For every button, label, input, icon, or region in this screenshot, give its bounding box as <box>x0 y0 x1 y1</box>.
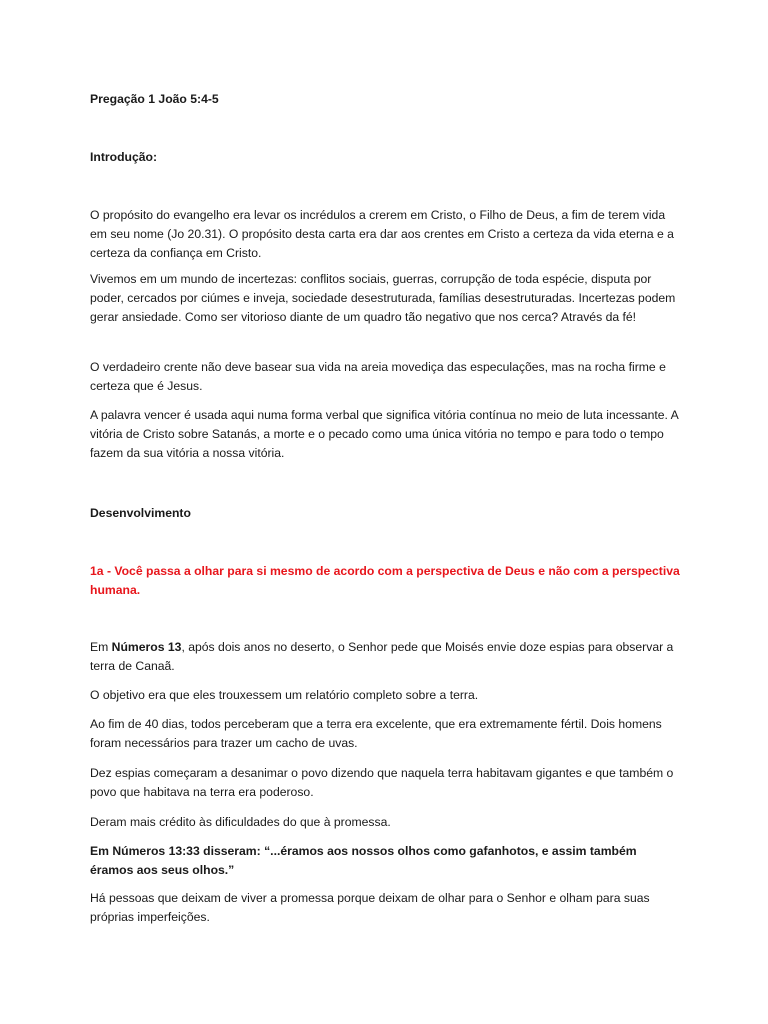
point-1-heading: 1a - Você passa a olhar para si mesmo de acordo com a perspectiva de Deus e não com a perspectiva humana. <box>90 564 680 597</box>
intro-heading: Introdução: <box>90 150 158 164</box>
document-title: Pregação 1 João 5:4-5 <box>90 92 219 106</box>
intro-paragraph-3: O verdadeiro crente não deve basear sua vida na areia movediça das especulações, mas na rocha firme e certeza que é Jesus. <box>90 360 666 393</box>
dev-paragraph-4: Deram mais crédito às dificuldades do que à promessa. <box>90 815 391 829</box>
final-paragraph: Há pessoas que deixam de viver a promessa porque deixam de olhar para o Senhor e olham para suas próprias imperfeições. <box>90 891 650 924</box>
numeros-paragraph <box>90 638 682 676</box>
dev-paragraph-2: Ao fim de 40 dias, todos perceberam que a terra era excelente, que era extremamente fértil. Dois homens foram necessários para trazer um cacho de uvas. <box>90 717 662 750</box>
dev-paragraph-3: Dez espias começaram a desanimar o povo dizendo que naquela terra habitavam gigantes e que também o povo que habitava na terra era poderoso. <box>90 766 674 799</box>
intro-paragraph-4: A palavra vencer é usada aqui numa forma verbal que significa vitória contínua no meio de luta incessante. A vitória de Cristo sobre Satanás, a morte e o pecado como uma única vitória no tempo e para todo o tempo fazem da sua vitória a nossa vitória. <box>90 408 679 460</box>
dev-paragraph-1: O objetivo era que eles trouxessem um relatório completo sobre a terra. <box>90 688 479 702</box>
intro-paragraph-1: O propósito do evangelho era levar os incrédulos a crerem em Cristo, o Filho de Deus, a fim de terem vida em seu nome (Jo 20.31). O propósito desta carta era dar aos crentes em Cristo a certeza da vida eterna e a certeza da confiança em Cristo. <box>90 208 674 260</box>
development-heading: Desenvolvimento <box>90 506 191 520</box>
numeros-reference: Números 13 <box>111 640 182 654</box>
numeros-prefix: Em <box>90 640 112 654</box>
numeros-rest: , após dois anos no deserto, o Senhor pede que Moisés envie doze espias para observar a terra de Canaã. <box>90 640 674 673</box>
quote-paragraph: Em Números 13:33 disseram: “...éramos aos nossos olhos como gafanhotos, e assim também éramos aos seus olhos.” <box>90 844 637 877</box>
intro-paragraph-2: Vivemos em um mundo de incertezas: conflitos sociais, guerras, corrupção de toda espécie, disputa por poder, cercados por ciúmes e inveja, sociedade desestruturada, famílias desestruturadas. Incertezas podem gerar ansiedade. Como ser vitorioso diante de um quadro tão negativo que nos cerca? Através da fé! <box>90 272 676 324</box>
